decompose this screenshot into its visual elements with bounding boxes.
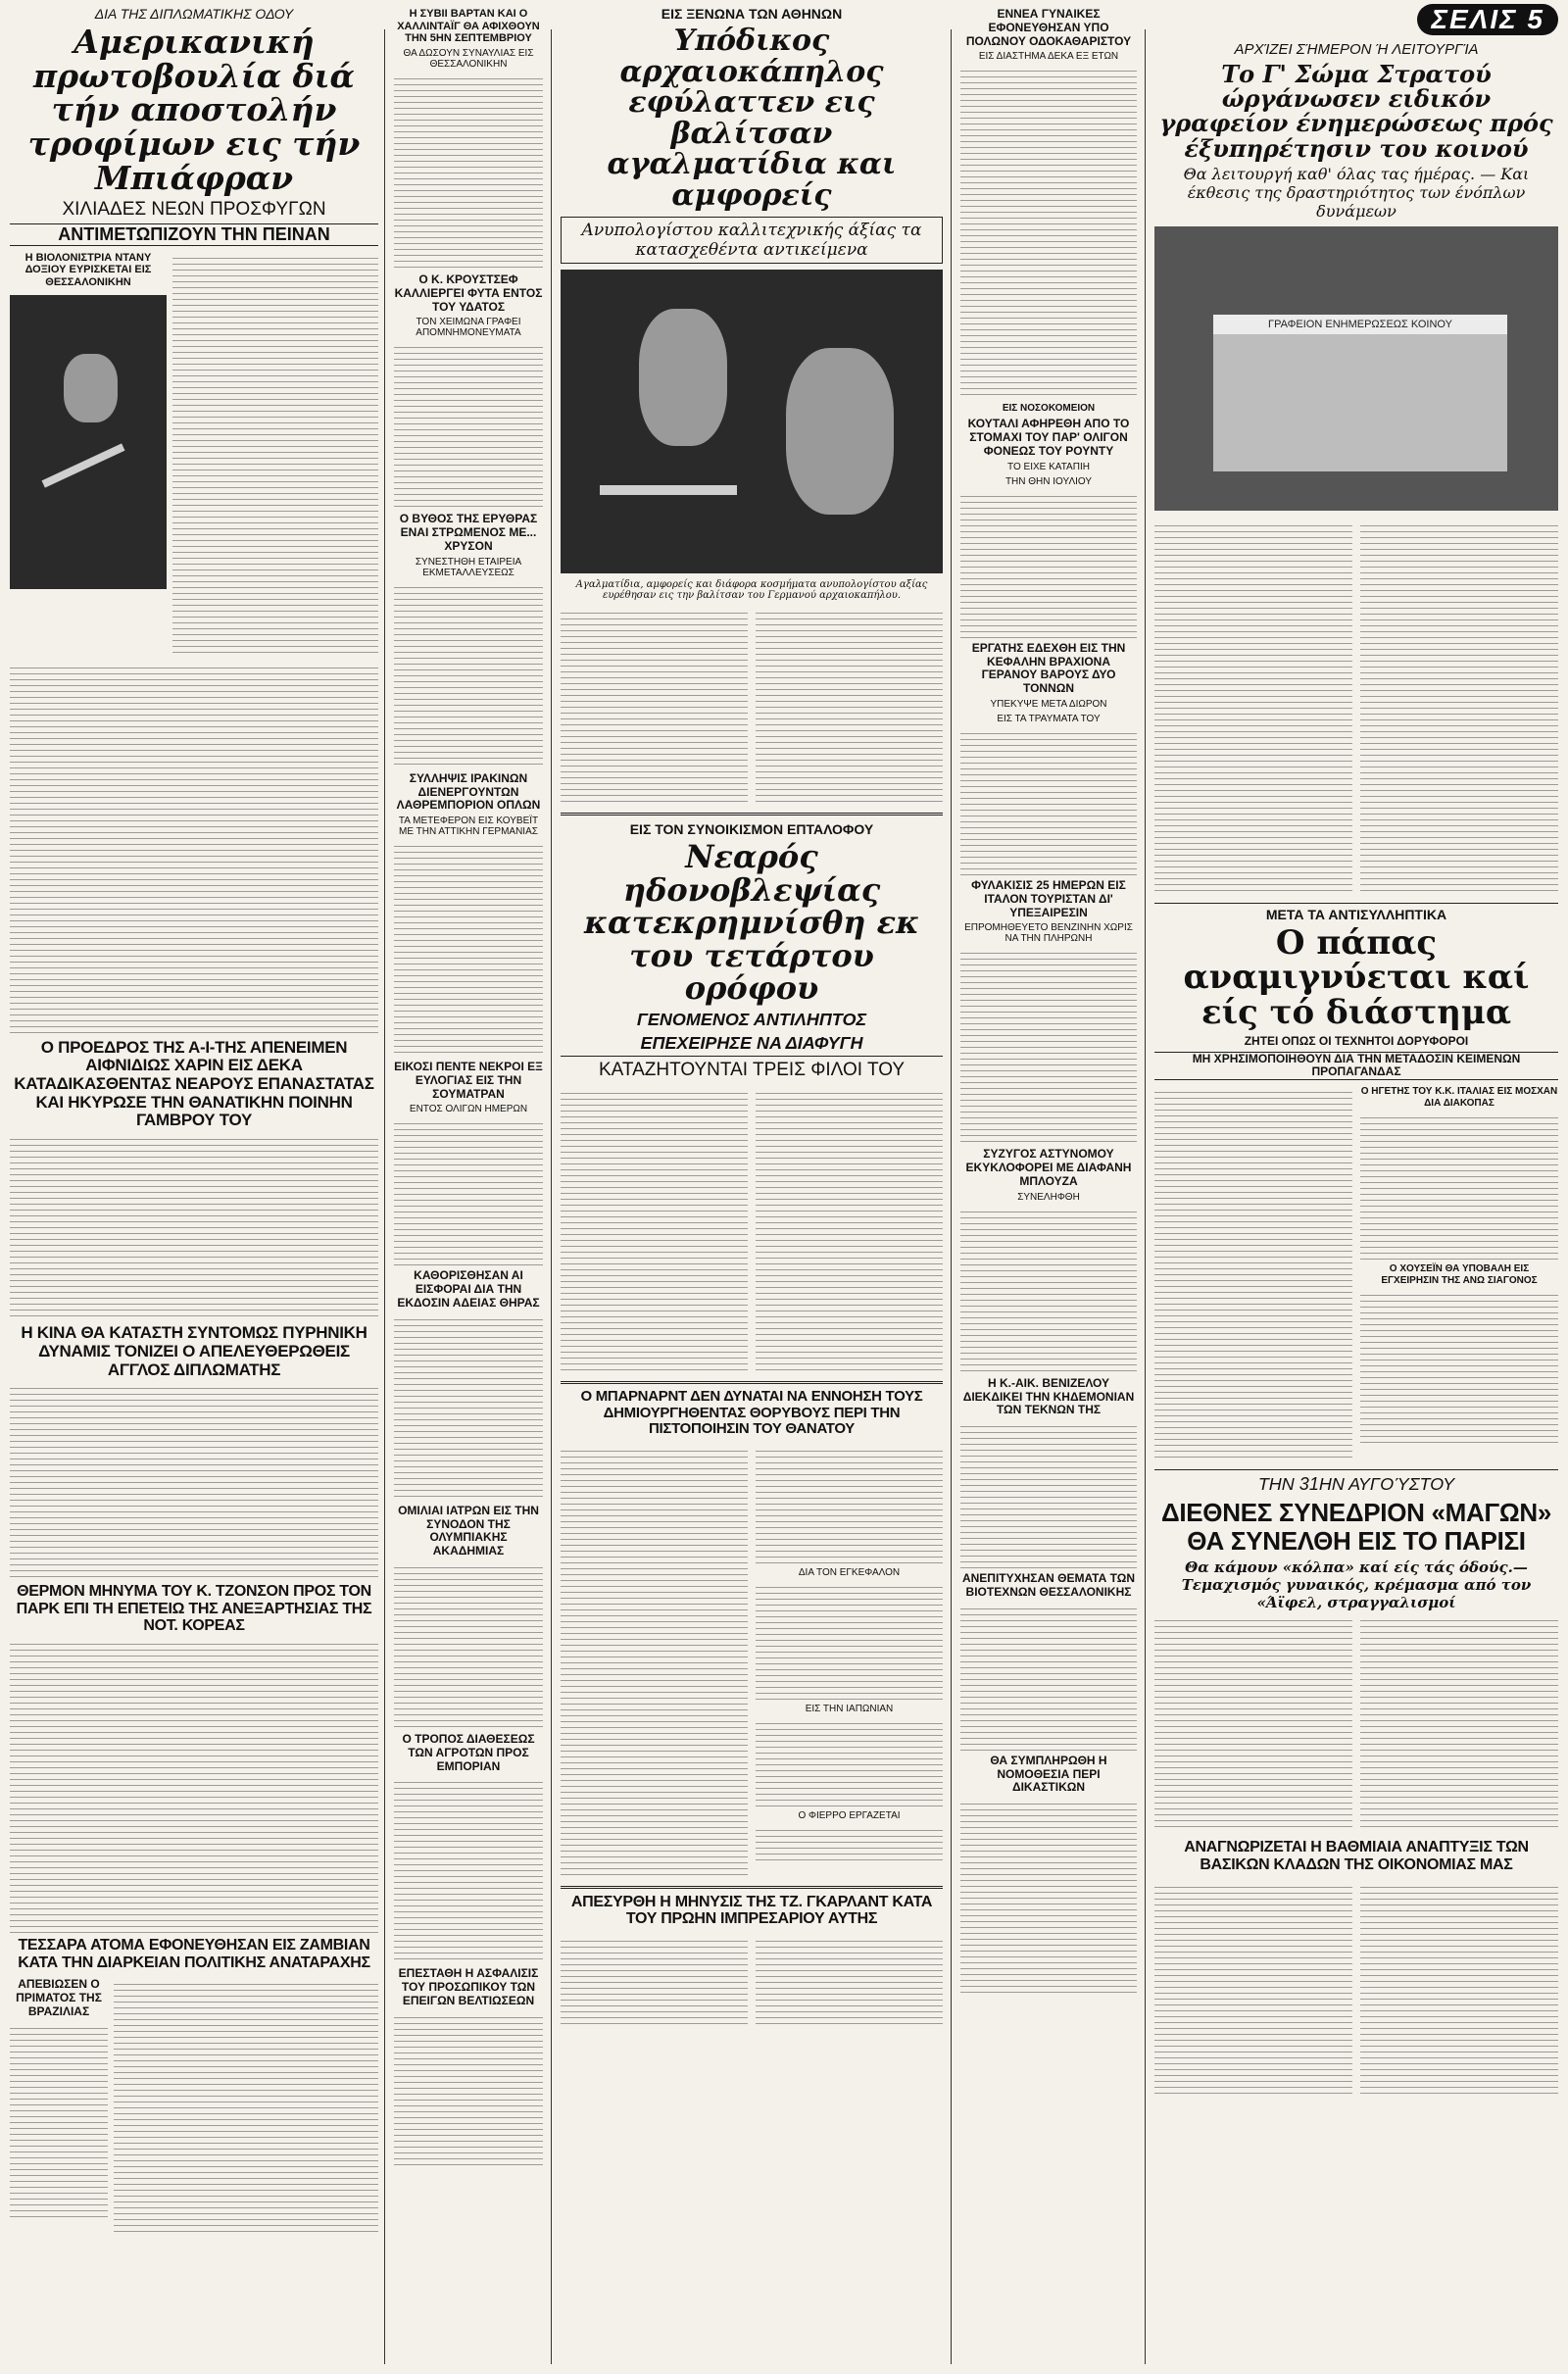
kicker: ΤΗΝ 31ΗΝ ΑΥΓΟΎΣΤΟΥ: [1154, 1469, 1558, 1495]
subheadline: ΓΕΝΟΜΕΝΟΣ ΑΝΤΙΛΗΠΤΟΣ: [636, 1009, 867, 1029]
subheadline: ΤΗΝ ΘΗΝ ΙΟΥΛΙΟΥ: [1004, 475, 1093, 487]
subheadline: ΥΠΕΚΥΨΕ ΜΕΤΑ ΔΙΩΡΟΝ: [990, 698, 1107, 710]
subheadline: ΕΙΣ ΤΗΝ ΙΑΠΩΝΙΑΝ: [805, 1703, 894, 1714]
headline: ΣΥΛΛΗΨΙΣ ΙΡΑΚΙΝΩΝ ΔΙΕΝΕΡΓΟΥΝΤΩΝ ΛΑΘΡΕΜΠΟΡΙΟΝ ΟΠΛΩΝ: [396, 770, 541, 813]
column-rule: [951, 29, 952, 2364]
subheadline: Ο ΦΙΕΡΡΟ ΕΡΓΑΖΕΤΑΙ: [798, 1809, 901, 1821]
headline: Ο ΜΠΑΡΝΑΡΝΤ ΔΕΝ ΔΥΝΑΤΑΙ ΝΑ ΕΝΝΟΗΣΗ ΤΟΥΣ ΔΗΜΙΟΥΡΓΗΘΕΝΤΑΣ ΘΟΡΥΒΟΥΣ ΠΕΡΙ ΤΗΝ ΠΙΣΤΟΠΟΙΗΣΙΝ ΤΟΥ ΘΑΝΑΤΟΥ: [580, 1388, 923, 1438]
subheadline: Θα κάμουν «κόλπα» καί είς τάς όδούς.—Τεμαχισμός γυναικός, κρέμασμα από τον «Άϊφελ, στραγγαλισμοί: [1181, 1558, 1532, 1612]
photo-violinist: [10, 295, 167, 589]
headline: Υπόδικος αρχαιοκάπηλος εφύλαττεν εις βαλίτσαν αγαλματίδια και αμφορείς: [607, 24, 897, 213]
kicker: ΜΕΤΑ ΤΑ ΑΝΤΙΣΥΛΛΗΠΤΙΚΑ: [1154, 903, 1558, 922]
headline: ΔΙΕΘΝΕΣ ΣΥΝΕΔΡΙΟΝ «ΜΑΓΩΝ» ΘΑ ΣΥΝΕΛΘΗ ΕΙΣ ΤΟ ΠΑΡΙΣΙ: [1160, 1498, 1552, 1556]
column-1: [4, 0, 384, 2374]
subheadline: ΤΟΝ ΧΕΙΜΩΝΑ ΓΡΑΦΕΙ ΑΠΟΜΝΗΜΟΝΕΥΜΑΤΑ: [416, 317, 521, 339]
headline: ΘΕΡΜΟΝ ΜΗΝΥΜΑ ΤΟΥ Κ. ΤΖΟΝΣΟΝ ΠΡΟΣ ΤΟΝ ΠΑΡΚ ΕΠΙ ΤΗ ΕΠΕΤΕΙΩ ΤΗΣ ΑΝΕΞΑΡΤΗΣΙΑΣ ΤΗΣ ΝΟΤ. ΚΟΡΕΑΣ: [16, 1583, 372, 1635]
headline: ΕΙΚΟΣΙ ΠΕΝΤΕ ΝΕΚΡΟΙ ΕΞ ΕΥΛΟΓΙΑΣ ΕΙΣ ΤΗΝ ΣΟΥΜΑΤΡΑΝ: [394, 1060, 543, 1101]
headline: ΟΜΙΛΙΑΙ ΙΑΤΡΩΝ ΕΙΣ ΤΗΝ ΣΥΝΟΔΟΝ ΤΗΣ ΟΛΥΜΠΙΑΚΗΣ ΑΚΑΔΗΜΙΑΣ: [398, 1503, 539, 1558]
kicker: ΑΡΧΊΖΕΙ ΣΉΜΕΡΟΝ Ή ΛΕΙΤΟΥΡΓΊΑ: [1234, 41, 1479, 58]
kicker: ΕΙΣ ΞΕΝΩΝΑ ΤΩΝ ΑΘΗΝΩΝ: [661, 6, 843, 22]
subheadline: ΤΟ ΕΙΧΕ ΚΑΤΑΠΙΗ: [1007, 461, 1090, 472]
photo-sign: ΓΡΑΦΕΙΟΝ ΕΝΗΜΕΡΩΣΕΩΣ ΚΟΙΝΟΥ: [1213, 315, 1507, 334]
headline: Ο ΤΡΟΠΟΣ ΔΙΑΘΕΣΕΩΣ ΤΩΝ ΑΓΡΟΤΩΝ ΠΡΟΣ ΕΜΠΟΡΙΑΝ: [402, 1732, 535, 1773]
subheadline: ΖΗΤΕΙ ΟΠΩΣ ΟΙ ΤΕΧΝΗΤΟΙ ΔΟΡΥΦΟΡΟΙ: [1244, 1033, 1469, 1048]
subheadline: ΣΥΝΕΣΤΗΘΗ ΕΤΑΙΡΕΙΑ ΕΚΜΕΤΑΛΛΕΥΣΕΩΣ: [415, 556, 522, 578]
headline: ΣΥΖΥΓΟΣ ΑΣΤΥΝΟΜΟΥ ΕΚΥΚΛΟΦΟΡΕΙ ΜΕ ΔΙΑΦΑΝΗ ΜΠΛΟΥΖΑ: [965, 1147, 1132, 1188]
subheadline: ΕΝΤΟΣ ΟΛΙΓΩΝ ΗΜΕΡΩΝ: [409, 1104, 528, 1115]
headline: Η ΚΙΝΑ ΘΑ ΚΑΤΑΣΤΗ ΣΥΝΤΟΜΩΣ ΠΥΡΗΝΙΚΗ ΔΥΝΑΜΙΣ ΤΟΝΙΖΕΙ Ο ΑΠΕΛΕΥΘΕΡΩΘΕΙΣ ΑΓΓΛΟΣ ΔΙΠΛΩΜΑΤΗΣ: [21, 1323, 368, 1379]
headline: Το Γ' Σώμα Στρατού ώργάνωσεν ειδικόν γραφείον ένημερώσεως πρός έξυπηρέτησιν του κοινού: [1159, 60, 1553, 163]
subheadline: ΚΑΤΑΖΗΤΟΥΝΤΑΙ ΤΡΕΙΣ ΦΙΛΟΙ ΤΟΥ: [561, 1056, 943, 1081]
headline: ΑΝΕΠΙΤΥΧΗΣΑΝ ΘΕΜΑΤΑ ΤΩΝ ΒΙΟΤΕΧΝΩΝ ΘΕΣΣΑΛΟΝΙΚΗΣ: [961, 1571, 1136, 1599]
section-label: ΕΙΣ ΝΟΣΟΚΟΜΕΙΟΝ: [1002, 403, 1096, 415]
column-6-7: [1149, 0, 1564, 2374]
subheadline: Θα λειτουργή καθ' όλας τας ήμέρας. — Και έκθεσις της δραστηριότητος των ένόπλων δυνάμεων: [1183, 164, 1530, 221]
photo-caption: Αγαλματίδια, αμφορείς και διάφορα κοσμήματα ανυπολογίστου αξίας ευρέθησαν εις την βαλίτσαν του Γερμανού αρχαιοκαπήλου.: [575, 579, 928, 601]
headline: ΤΕΣΣΑΡΑ ΑΤΟΜΑ ΕΦΟΝΕΥΘΗΣΑΝ ΕΙΣ ΖΑΜΒΙΑΝ ΚΑΤΑ ΤΗΝ ΔΙΑΡΚΕΙΑΝ ΠΟΛΙΤΙΚΗΣ ΑΝΑΤΑΡΑΧΗΣ: [18, 1937, 370, 1971]
headline: Ο ΧΟΥΣΕΪΝ ΘΑ ΥΠΟΒΑΛΗ ΕΙΣ ΕΓΧΕΙΡΗΣΙΝ ΤΗΣ ΑΝΩ ΣΙΑΓΟΝΟΣ: [1381, 1263, 1538, 1286]
headline: ΕΠΕΣΤΑΘΗ Η ΑΣΦΑΛΙΣΙΣ ΤΟΥ ΠΡΟΣΩΠΙΚΟΥ ΤΩΝ ΕΠΕΙΓΩΝ ΒΕΛΤΙΩΣΕΩΝ: [398, 1966, 539, 2008]
subheadline: ΕΙΣ ΤΑ ΤΡΑΥΜΑΤΑ ΤΟΥ: [997, 713, 1101, 724]
subheadline: ΕΠΕΧΕΙΡΗΣΕ ΝΑ ΔΙΑΦΥΓΗ: [640, 1032, 863, 1053]
headline: ΘΑ ΣΥΜΠΛΗΡΩΘΗ Η ΝΟΜΟΘΕΣΙΑ ΠΕΡΙ ΔΙΚΑΣΤΙΚΩΝ: [990, 1753, 1107, 1795]
subheadline: ΔΙΑ ΤΟΝ ΕΓΚΕΦΑΛΟΝ: [798, 1566, 901, 1578]
headline: ΑΠΕΣΥΡΘΗ Η ΜΗΝΥΣΙΣ ΤΗΣ ΤΖ. ΓΚΑΡΛΑΝΤ ΚΑΤΑ ΤΟΥ ΠΡΩΗΝ ΙΜΠΡΕΣΑΡΙΟΥ ΑΥΤΗΣ: [570, 1893, 933, 1928]
subheadline: ΜΗ ΧΡΗΣΙΜΟΠΟΙΗΘΟΥΝ ΔΙΑ ΤΗΝ ΜΕΤΑΔΟΣΙΝ ΚΕΙΜΕΝΩΝ ΠΡΟΠΑΓΑΝΔΑΣ: [1154, 1052, 1558, 1081]
headline: Ο Κ. ΚΡΟΥΣΤΣΕΦ ΚΑΛΛΙΕΡΓΕΙ ΦΥΤΑ ΕΝΤΟΣ ΤΟΥ ΥΔΑΤΟΣ: [394, 272, 543, 314]
headline: ΕΡΓΑΤΗΣ ΕΔΕΧΘΗ ΕΙΣ ΤΗΝ ΚΕΦΑΛΗΝ ΒΡΑΧΙΟΝΑ ΓΕΡΑΝΟΥ ΒΑΡΟΥΣ ΔΥΟ ΤΟΝΝΩΝ: [971, 640, 1126, 696]
headline: ΕΝΝΕΑ ΓΥΝΑΙΚΕΣ ΕΦΟΝΕΥΘΗΣΑΝ ΥΠΟ ΠΟΛΩΝΟΥ ΟΔΟΚΑΘΑΡΙΣΤΟΥ: [965, 7, 1132, 48]
subheadline: ΕΙΣ ΔΙΑΣΤΗΜΑ ΔΕΚΑ ΕΞ ΕΤΩΝ: [978, 51, 1119, 63]
column-2: [388, 0, 549, 2374]
headline: Νεαρός ηδονοβλεψίας κατεκρημνίσθη εκ του τετάρτου ορόφου: [583, 838, 919, 1008]
headline: Αμερικανική πρωτοβουλία διά τήν αποστολήν τροφίμων εις τήν Μπιάφραν: [27, 23, 361, 197]
photo-antiquities: [561, 270, 943, 573]
headline: Η Κ.-ΑΙΚ. ΒΕΝΙΖΕΛΟΥ ΔΙΕΚΔΙΚΕΙ ΤΗΝ ΚΗΔΕΜΟΝΙΑΝ ΤΩΝ ΤΕΚΝΩΝ ΤΗΣ: [962, 1375, 1135, 1417]
subheadline: ΕΠΡΟΜΗΘΕΥΕΤΟ ΒΕΝΖΙΝΗΝ ΧΩΡΙΣ ΝΑ ΤΗΝ ΠΛΗΡΩΝΗ: [964, 922, 1133, 945]
headline: Ο ΗΓΕΤΗΣ ΤΟΥ Κ.Κ. ΙΤΑΛΙΑΣ ΕΙΣ ΜΟΣΧΑΝ ΔΙΑ ΔΙΑΚΟΠΑΣ: [1360, 1086, 1558, 1109]
photo-caption: Η ΒΙΟΛΟΝΙΣΤΡΙΑ ΝΤΑΝΥ ΔΟΞΙΟΥ ΕΥΡΙΣΚΕΤΑΙ ΕΙΣ ΘΕΣΣΑΛΟΝΙΚΗΝ: [24, 251, 152, 289]
subheadline: ΧΙΛΙΑΔΕΣ ΝΕΩΝ ΠΡΟΣΦΥΓΩΝ: [62, 199, 326, 221]
column-rule: [384, 29, 385, 2364]
subheadline: ΤΑ ΜΕΤΕΦΕΡΟΝ ΕΙΣ ΚΟΥΒΕΪΤ ΜΕ ΤΗΝ ΑΤΤΙΚΗΝ ΓΕΡΜΑΝΙΑΣ: [398, 816, 539, 838]
headline: ΚΑΘΟΡΙΣΘΗΣΑΝ ΑΙ ΕΙΣΦΟΡΑΙ ΔΙΑ ΤΗΝ ΕΚΔΟΣΙΝ ΑΔΕΙΑΣ ΘΗΡΑΣ: [397, 1268, 540, 1311]
headline: Ο πάπας αναμιγνύεται καί είς τό διάστημα: [1183, 922, 1530, 1033]
kicker: ΔΙΑ ΤΗΣ ΔΙΠΛΩΜΑΤΙΚΗΣ ΟΔΟΥ: [94, 6, 294, 22]
subheadline: Ανυπολογίστου καλλιτεχνικής άξίας τα κατασχεθέντα αντικείμενα: [561, 217, 943, 264]
page-number-badge: ΣΕΛΙΣ 5: [1417, 4, 1558, 35]
headline: Ο ΒΥΘΟΣ ΤΗΣ ΕΡΥΘΡΑΣ ΕΝΑΙ ΣΤΡΩΜΕΝΟΣ ΜΕ... ΧΡΥΣΟΝ: [399, 512, 538, 553]
headline: ΚΟΥΤΑΛΙ ΑΦΗΡΕΘΗ ΑΠΟ ΤΟ ΣΤΟΜΑΧΙ ΤΟΥ ΠΑΡ' ΟΛΙΓΟΝ ΦΟΝΕΩΣ ΤΟΥ ΡΟΥΝΤΥ: [967, 417, 1130, 458]
subheadline: ΣΥΝΕΛΗΦΘΗ: [1017, 1191, 1080, 1203]
headline: ΑΠΕΒΙΩΣΕΝ Ο ΠΡΙΜΑΤΟΣ ΤΗΣ ΒΡΑΖΙΛΙΑΣ: [16, 1977, 102, 2018]
column-rule: [1145, 29, 1146, 2364]
headline: ΦΥΛΑΚΙΣΙΣ 25 ΗΜΕΡΩΝ ΕΙΣ ΙΤΑΛΟΝ ΤΟΥΡΙΣΤΑΝ ΔΙ' ΥΠΕΞΑΙΡΕΣΙΝ: [971, 877, 1126, 919]
column-3-4: [555, 0, 949, 2374]
column-5: [955, 0, 1143, 2374]
headline: Η ΣΥΒΙΙ ΒΑΡΤΑΝ ΚΑΙ Ο ΧΑΛΛΙΝΤΑΪΓ ΘΑ ΑΦΙΧΘΟΥΝ ΤΗΝ 5ΗΝ ΣΕΠΤΕΜΒΡΙΟΥ: [397, 8, 540, 45]
headline: Ο ΠΡΟΕΔΡΟΣ ΤΗΣ Α-Ι-ΤΗΣ ΑΠΕΝΕΙΜΕΝ ΑΙΦΝΙΔΙΩΣ ΧΑΡΙΝ ΕΙΣ ΔΕΚΑ ΚΑΤΑΔΙΚΑΣΘΕΝΤΑΣ ΝΕΑΡΟΥΣ ΕΠΑΝΑΣΤΑΤΑΣ ΚΑΙ ΗΚΥΡΩΣΕ ΤΗΝ ΘΑΝΑΤΙΚΗΝ ΠΟΙΝΗΝ ΓΑΜΒΡΟΥ ΤΟΥ: [14, 1037, 374, 1130]
column-rule: [551, 29, 552, 2364]
photo-information-office: [1154, 226, 1558, 511]
kicker: ΕΙΣ ΤΟΝ ΣΥΝΟΙΚΙΣΜΟΝ ΕΠΤΑΛΟΦΟΥ: [629, 821, 874, 837]
subheadline: ΘΑ ΔΩΣΟΥΝ ΣΥΝΑΥΛΙΑΣ ΕΙΣ ΘΕΣΣΑΛΟΝΙΚΗΝ: [403, 47, 534, 70]
subheadline: ΑΝΤΙΜΕΤΩΠΙΖΟΥΝ ΤΗΝ ΠΕΙΝΑΝ: [10, 223, 378, 246]
headline: ΑΝΑΓΝΩΡΙΖΕΤΑΙ Η ΒΑΘΜΙΑΙΑ ΑΝΑΠΤΥΞΙΣ ΤΩΝ ΒΑΣΙΚΩΝ ΚΛΑΔΩΝ ΤΗΣ ΟΙΚΟΝΟΜΙΑΣ ΜΑΣ: [1184, 1839, 1529, 1873]
